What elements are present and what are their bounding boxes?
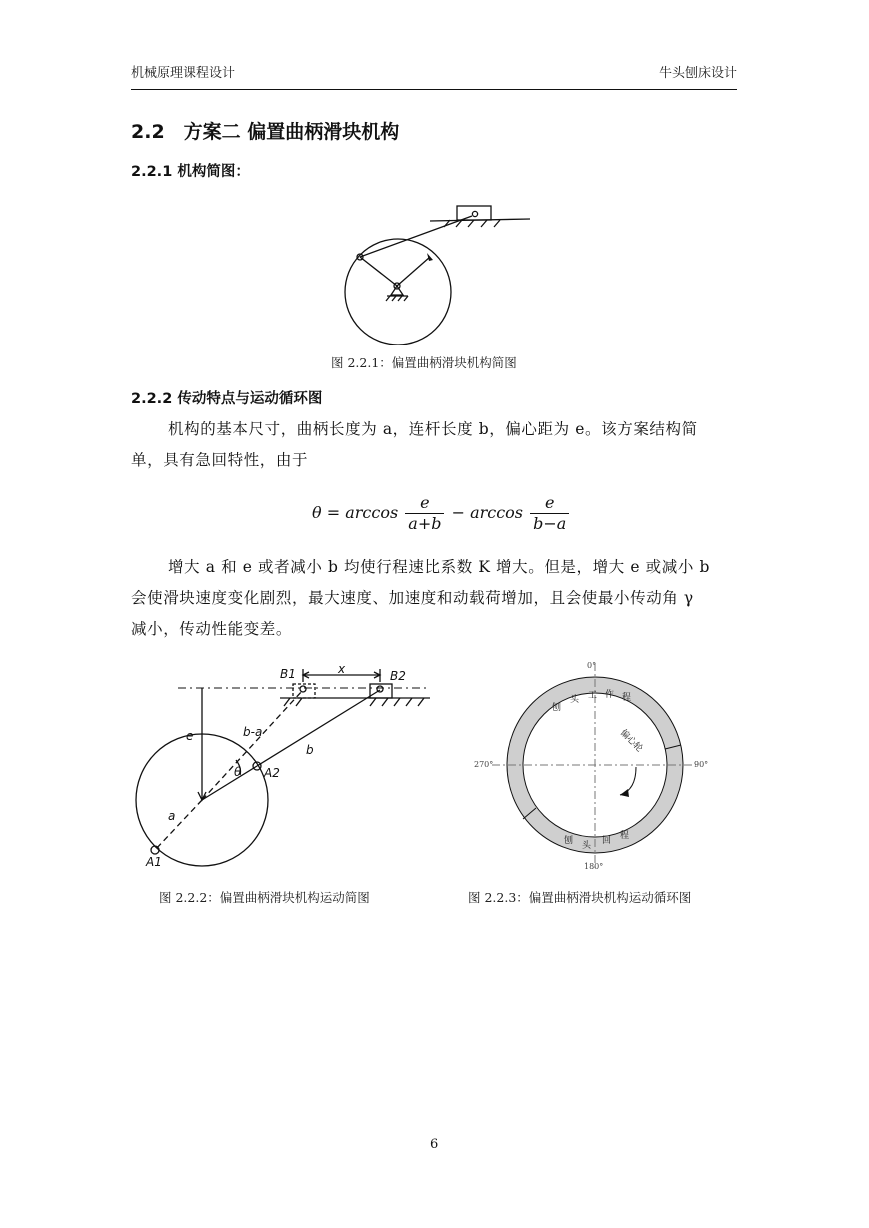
figure-2-2-3-caption: 图 2.2.3：偏置曲柄滑块机构运动循环图 (468, 890, 692, 905)
paragraph-2-line-2: 会使滑块速度变化剧烈，最大速度、加速度和动载荷增加，且会使最小传动角 γ (131, 589, 694, 607)
deg-270-label: 270° (474, 760, 494, 769)
label-b1: B1 (280, 667, 296, 681)
connecting-rod (360, 216, 472, 257)
label-theta: θ (234, 765, 242, 779)
paragraph-2-line-1: 增大 a 和 e 或者减小 b 均使行程速比系数 K 增大。但是，增大 e 或减小 b (168, 558, 711, 576)
subsection-2-2-1: 2.2.1 机构简图： (131, 164, 250, 180)
crank-circle (345, 239, 451, 345)
eccentric-wheel-label: 偏心轮 (617, 728, 645, 755)
return-char-3: 回 (602, 836, 612, 846)
mechanism-sketch-figure (330, 195, 550, 345)
header-right: 牛头刨床设计 (658, 66, 737, 81)
formula-fn1: arccos (345, 503, 399, 522)
fraction-1-denominator: a+b (408, 514, 442, 533)
paragraph-1-line-1: 机构的基本尺寸，曲柄长度为 a，连杆长度 b，偏心距为 e。该方案结构简 (168, 420, 698, 438)
fraction-1-numerator: e (405, 493, 444, 514)
label-a1: A1 (146, 855, 162, 869)
deg-0-label: 0° (587, 661, 597, 670)
fraction-2-numerator: e (530, 493, 569, 514)
work-char-3: 工 (588, 691, 598, 701)
label-b-minus-a: b-a (243, 725, 263, 739)
page-number: 6 (430, 1137, 439, 1152)
paragraph-2-line-3: 减小，传动性能变差。 (131, 620, 293, 638)
work-char-1: 刨 (552, 703, 562, 713)
return-char-1: 刨 (564, 836, 574, 846)
slider-block (457, 206, 491, 220)
figure-2-2-2-caption: 图 2.2.2：偏置曲柄滑块机构运动简图 (159, 890, 370, 905)
motion-cycle-figure (470, 655, 730, 875)
label-e: e (186, 729, 194, 743)
deg-180-label: 180° (584, 862, 604, 871)
section-title: 2.2 方案二 偏置曲柄滑块机构 (131, 121, 400, 143)
formula-minus: − (451, 503, 465, 522)
kinematic-sketch-figure (130, 660, 440, 875)
header-left: 机械原理课程设计 (131, 66, 236, 81)
formula-fn2: arccos (470, 503, 524, 522)
fraction-2 (530, 493, 569, 534)
figure-2-2-1-caption: 图 2.2.1：偏置曲柄滑块机构简图 (331, 355, 517, 370)
label-b: b (306, 743, 314, 757)
subsection-2-2-2: 2.2.2 传动特点与运动循环图 (131, 391, 323, 407)
paragraph-1-line-2: 单，具有急回特性，由于 (131, 451, 309, 469)
fraction-1 (405, 493, 444, 534)
work-char-2: 头 (570, 695, 580, 705)
formula-eq: = (326, 503, 341, 522)
formula-lhs: θ (312, 503, 322, 522)
label-b2: B2 (390, 669, 406, 683)
return-char-2: 头 (582, 841, 592, 851)
return-char-4: 程 (620, 831, 630, 841)
fraction-2-denominator: b−a (533, 514, 567, 533)
work-char-5: 程 (622, 693, 632, 703)
work-char-4: 作 (605, 690, 615, 700)
label-a2: A2 (264, 766, 280, 780)
header-rule (131, 89, 737, 90)
theta-formula (312, 493, 571, 534)
deg-90-label: 90° (694, 760, 709, 769)
label-x: x (338, 662, 346, 676)
label-a: a (168, 809, 176, 823)
